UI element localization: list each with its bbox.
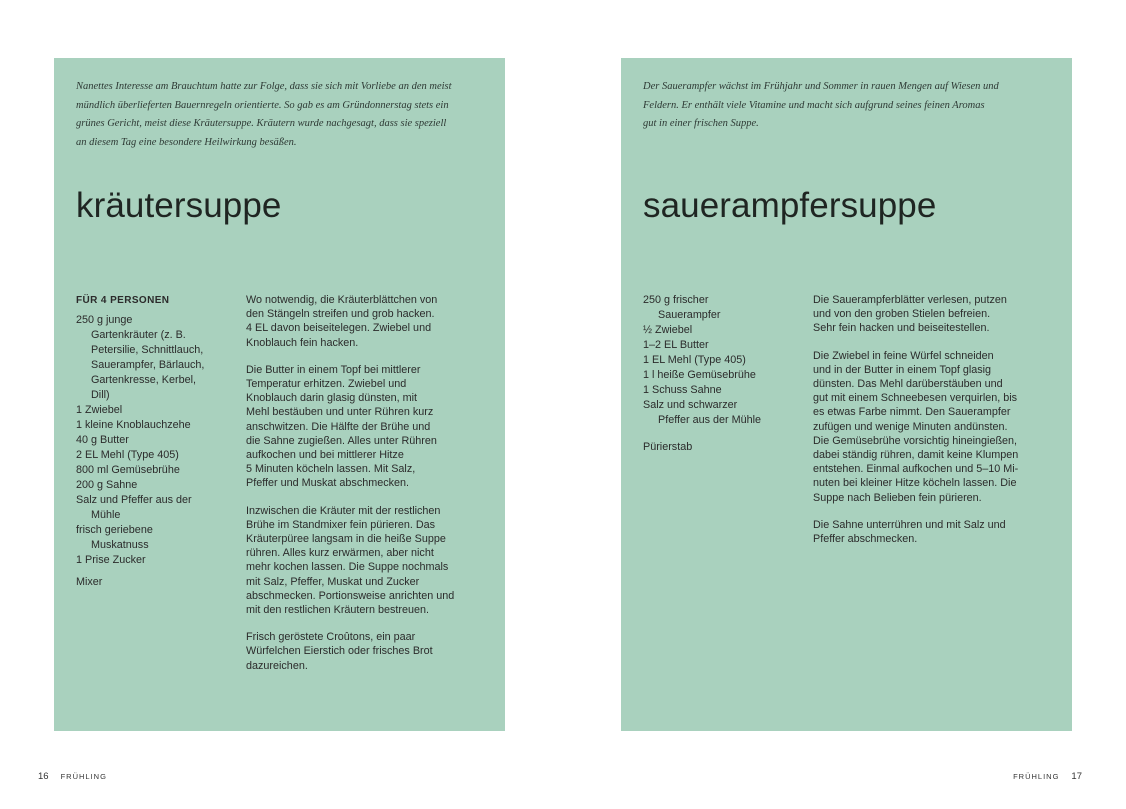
left-recipe-panel xyxy=(54,58,505,731)
instruction-step: Die Sahne unterrühren und mit Salz und Pfeffer abschmecken. xyxy=(813,518,1006,546)
right-intro-text: Der Sauerampfer wächst im Frühjahr und Sommer in rauen Mengen auf Wiesen und Feldern. Er enthält viele Vitamine und macht sich aufgrund seines feinen Aromas gut in einer frischen Suppe. xyxy=(643,81,999,129)
right-ingredients xyxy=(643,293,793,455)
instruction-step: Inzwischen die Kräuter mit der restlichen Brühe im Standmixer fein pürieren. Das Kräuterpüree langsam in die heiße Suppe rühren. Alles kurz erwärmen, aber nicht mehr kochen lassen. Die Suppe nochmals mit Salz, Pfeffer, Muskat und Zucker abschmecken. Portionsweise anrichten und mit den restlichen Kräutern bestreuen. xyxy=(246,504,455,617)
ingredient-item: Salz und Pfeffer aus der Mühle xyxy=(76,494,192,521)
instruction-step: Die Zwiebel in feine Würfel schneiden und in der Butter in einem Topf glasig dünsten. Das Mehl darüberstäuben und gut mit einem Schneebesen verquirlen, bis es etwas Farbe nimmt. Den Sauerampfer zufügen und wenige Minuten andünsten. Die Gemüsebrühe vorsichtig hineingießen, dabei ständig rühren, damit keine Klumpen entstehen. Einmal aufkochen und 5–10 Mi- nuten bei kleiner Hitze köcheln lassen. Die Suppe nach Belieben fein pürieren. xyxy=(813,349,1019,504)
right-recipe-title: sauerampfersuppe xyxy=(643,186,937,225)
section-label-right: FRÜHLING xyxy=(1013,772,1060,781)
ingredient-item: 1 EL Mehl (Type 405) xyxy=(643,354,746,366)
ingredient-item: 1 kleine Knoblauchzehe xyxy=(76,419,191,431)
left-ingredient-list xyxy=(76,313,226,568)
left-instructions xyxy=(246,293,481,686)
page-number-left: 16 xyxy=(38,771,49,782)
ingredient-item: 1 l heiße Gemüsebrühe xyxy=(643,369,756,381)
instruction-step: Wo notwendig, die Kräuterblättchen von den Stängeln streifen und grob hacken. 4 EL davon beiseitelegen. Zwiebel und Knoblauch fein hacken. xyxy=(246,294,438,349)
left-ingredients xyxy=(76,293,226,590)
ingredient-item: 2 EL Mehl (Type 405) xyxy=(76,449,179,461)
ingredient-item: 1 Zwiebel xyxy=(76,404,123,416)
right-instructions xyxy=(813,293,1048,559)
ingredient-item: 1 Prise Zucker xyxy=(76,554,146,566)
right-page-footer xyxy=(1013,771,1082,782)
left-page-footer xyxy=(38,771,107,782)
left-recipe-title: kräutersuppe xyxy=(76,186,282,225)
ingredient-item: 800 ml Gemüsebrühe xyxy=(76,464,180,476)
ingredient-item: Salz und schwarzer Pfeffer aus der Mühle xyxy=(643,399,762,426)
instruction-step: Frisch geröstete Croûtons, ein paar Würfelchen Eierstich oder frisches Brot dazureichen. xyxy=(246,631,433,672)
instruction-step: Die Butter in einem Topf bei mittlerer Temperatur erhitzen. Zwiebel und Knoblauch darin glasig dünsten, mit Mehl bestäuben und unter Rühren kurz anschwitzen. Die Hälfte der Brühe und die Sahne zugießen. Alles unter Rühren aufkochen und bei mittlerer Hitze 5 Minuten köcheln lassen. Mit Salz, Pfeffer und Muskat abschmecken. xyxy=(246,363,437,490)
page-number-right: 17 xyxy=(1071,771,1082,782)
ingredient-item: 40 g Butter xyxy=(76,434,129,446)
ingredient-item: frisch geriebene Muskatnuss xyxy=(76,524,153,551)
ingredient-item: 1 Schuss Sahne xyxy=(643,384,722,396)
right-ingredient-list xyxy=(643,293,793,428)
right-tool: Pürierstab xyxy=(643,441,693,453)
right-recipe-panel xyxy=(621,58,1072,731)
instruction-step: Die Sauerampferblätter verlesen, putzen und von den groben Stielen befreien. Sehr fein hacken und beiseitestellen. xyxy=(813,294,1007,335)
left-tool: Mixer xyxy=(76,576,103,588)
ingredient-item: ½ Zwiebel xyxy=(643,324,693,336)
left-intro-text: Nanettes Interesse am Brauchtum hatte zur Folge, dass sie sich mit Vorliebe an den meist mündlich überlieferten Bauernregeln orientierte. So gab es am Gründonnerstag stets ein grünes Gericht, meist diese Kräutersuppe. Kräutern wurde nachgesagt, dass sie speziell an diesem Tag eine besondere Heilwirkung besäßen. xyxy=(76,81,452,148)
ingredient-item: 250 g junge Gartenkräuter (z. B. Petersilie, Schnittlauch, Sauerampfer, Bärlauch, Gartenkresse, Kerbel, Dill) xyxy=(76,314,205,401)
ingredient-item: 200 g Sahne xyxy=(76,479,138,491)
servings-heading: FÜR 4 PERSONEN xyxy=(76,295,170,306)
section-label-left: FRÜHLING xyxy=(60,772,107,781)
ingredient-item: 250 g frischer Sauerampfer xyxy=(643,294,721,321)
ingredient-item: 1–2 EL Butter xyxy=(643,339,709,351)
